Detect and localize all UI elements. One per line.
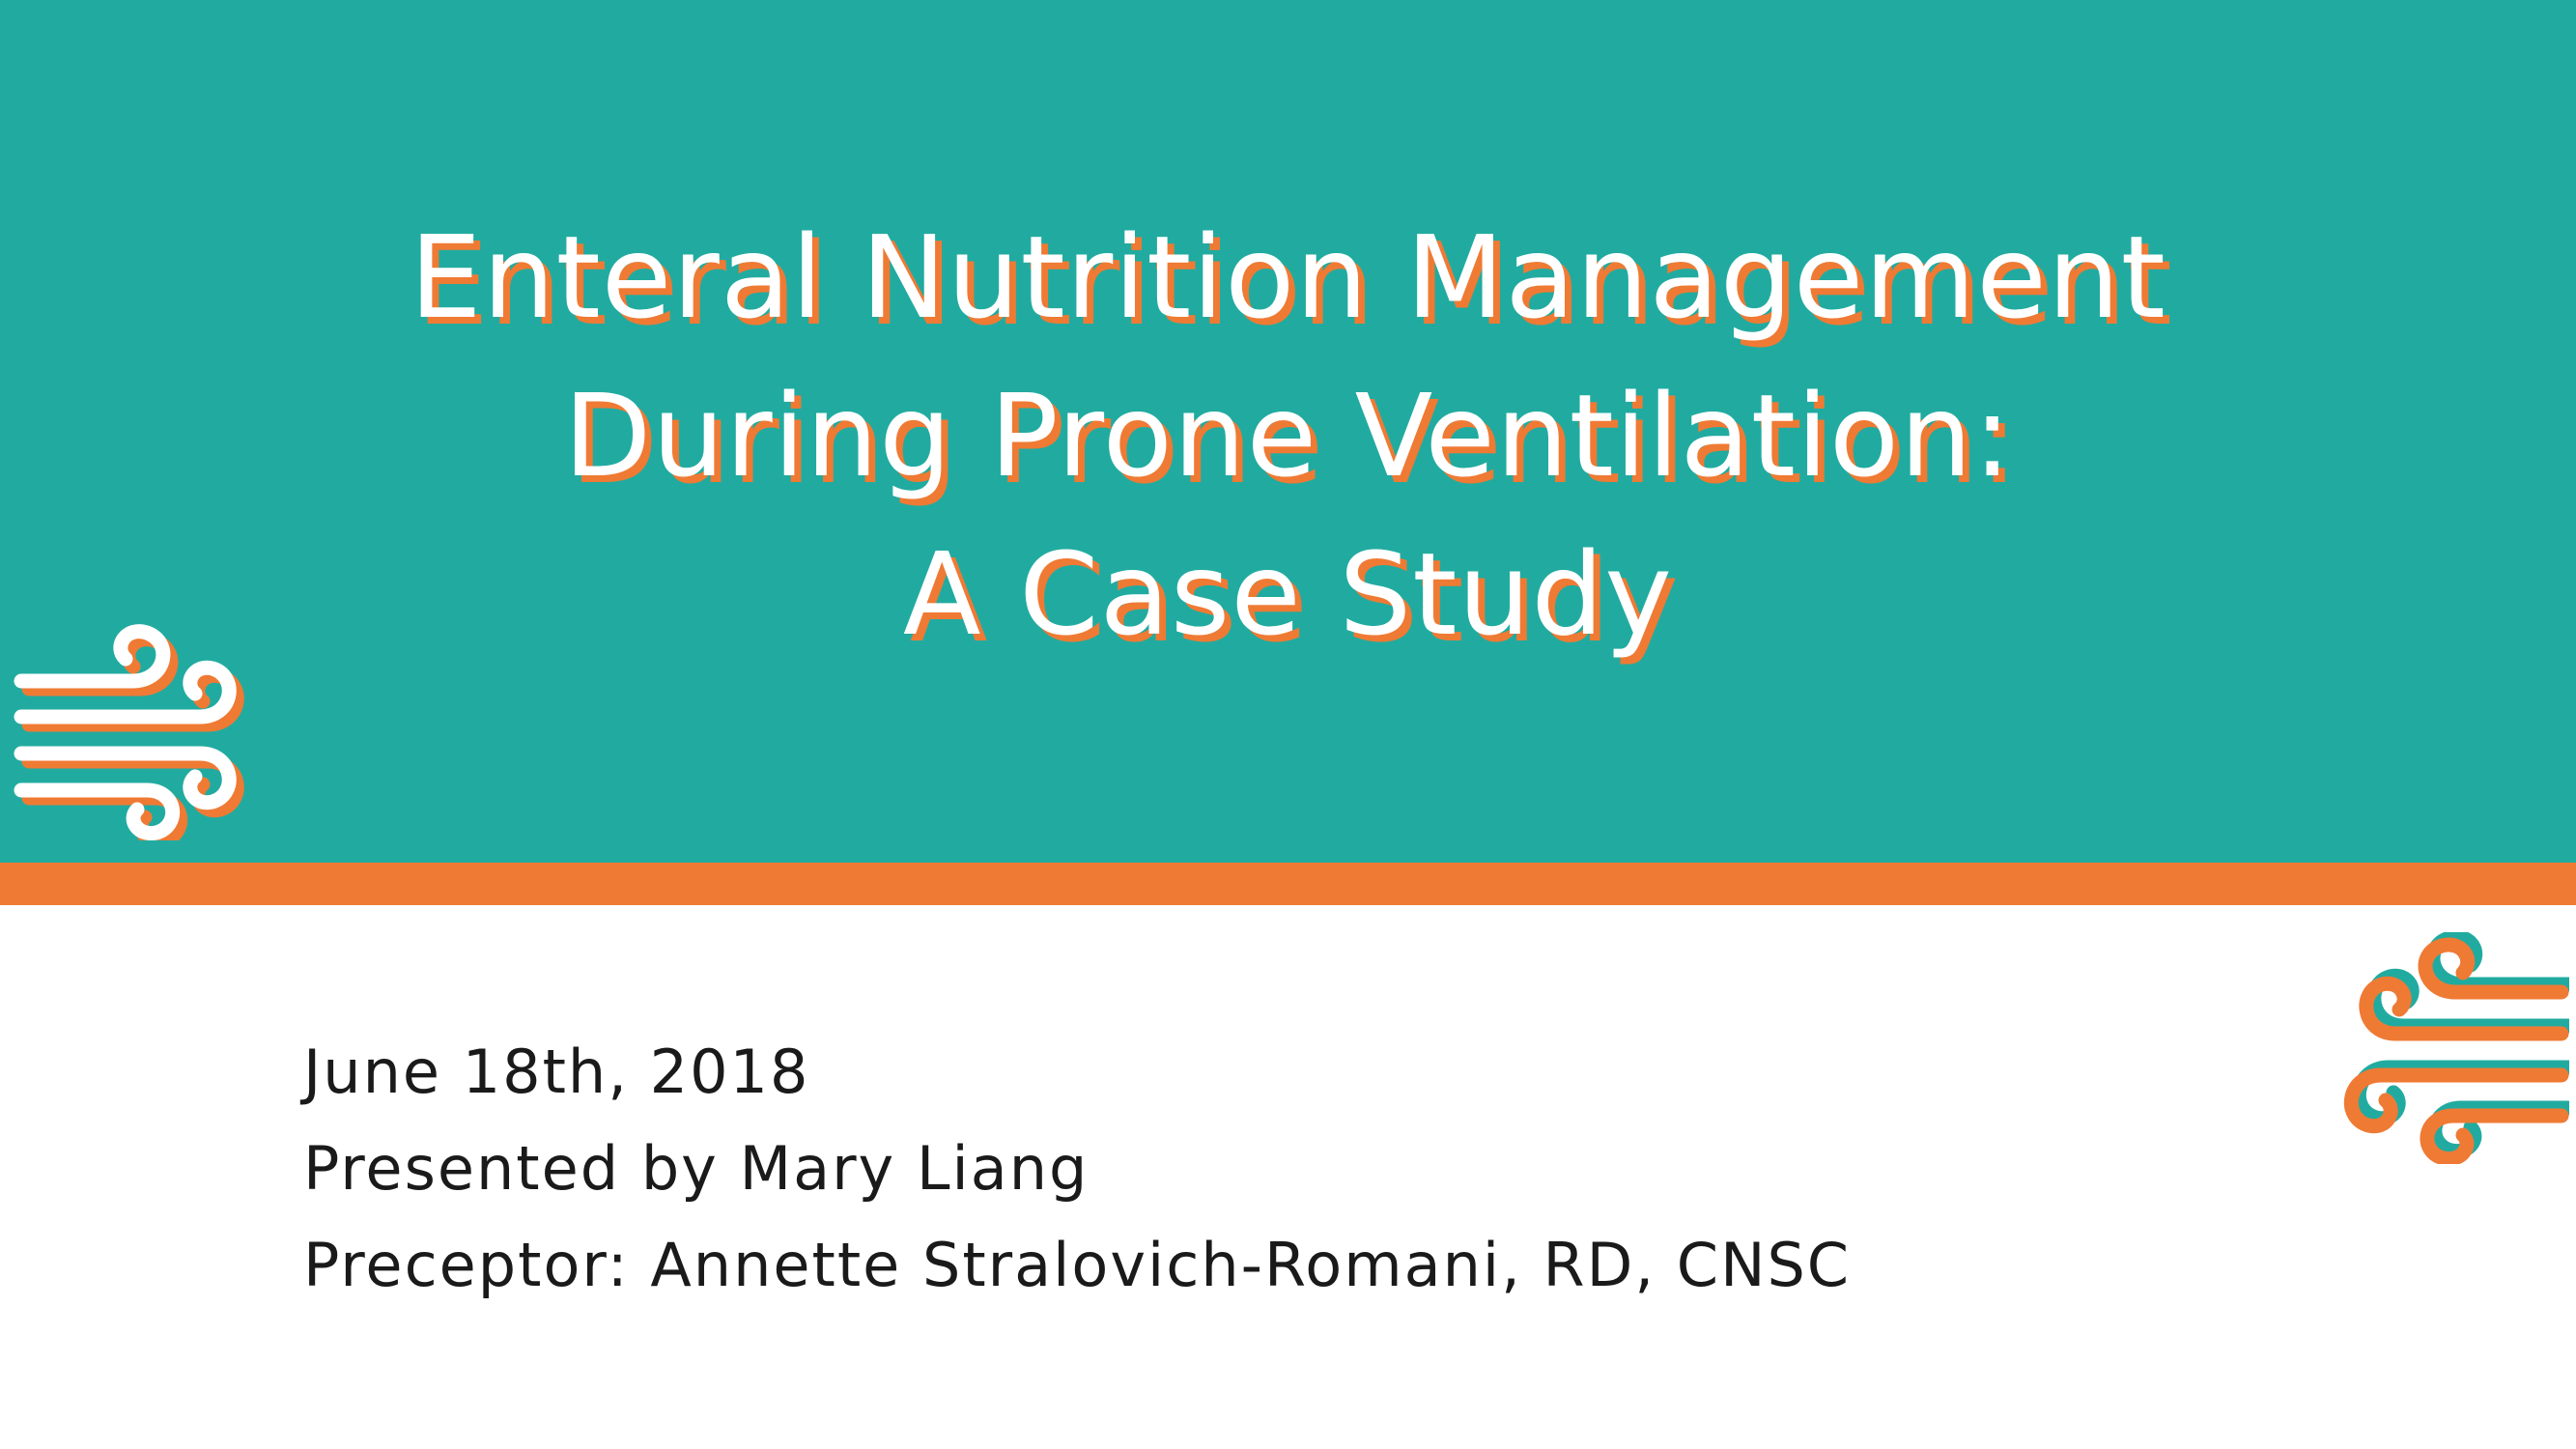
presenter-name: Presented by Mary Liang: [303, 1133, 1090, 1204]
wind-icon: [2328, 932, 2569, 1164]
title-line-3: A Case Study: [902, 527, 1674, 661]
title-line-2: During Prone Ventilation:: [563, 369, 2013, 502]
divider-stripe: [0, 863, 2576, 905]
presentation-info: [303, 1024, 1851, 1314]
slide-title: [0, 198, 2576, 673]
preceptor-name: Preceptor: Annette Stralovich-Romani, RD, CNSC: [303, 1230, 1852, 1300]
wind-icon: [12, 609, 253, 840]
presentation-date: June 18th, 2018: [303, 1037, 810, 1107]
title-line-1: Enteral Nutrition Management: [410, 211, 2166, 344]
